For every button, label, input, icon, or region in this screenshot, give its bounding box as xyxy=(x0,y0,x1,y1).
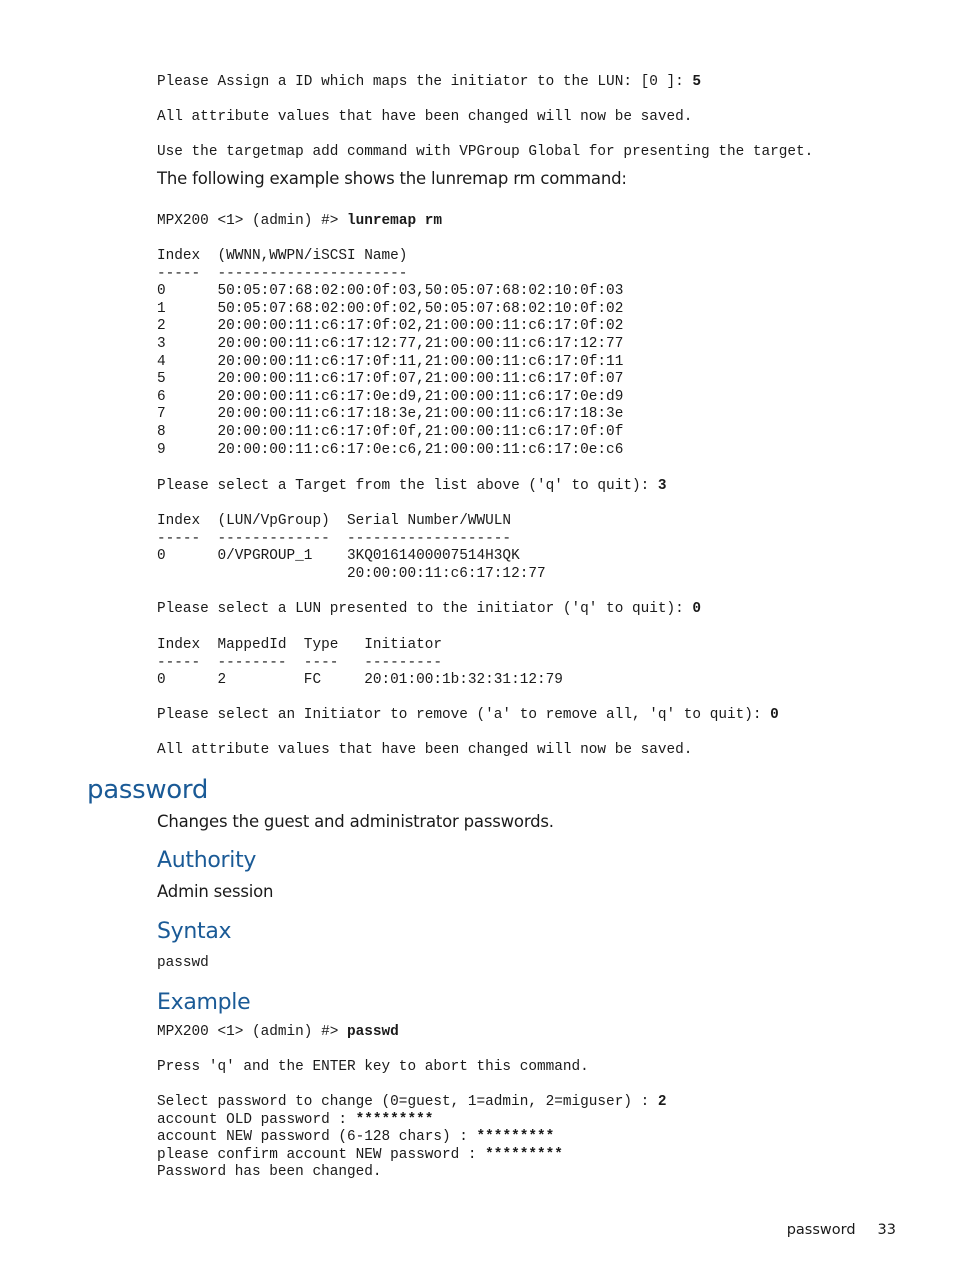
example-heading: Example xyxy=(157,990,251,1015)
passwd-command-line: MPX200 <1> (admin) #> passwd xyxy=(157,1024,399,1040)
saved-message: All attribute values that have been changed will now be saved. xyxy=(157,109,693,125)
initiator-list-table: Index MappedId Type Initiator ----- -------- ---- --------- 0 2 FC 20:01:00:1b:32:31:12:79 xyxy=(157,637,563,689)
lun-select-prompt: Please select a LUN presented to the initiator ('q' to quit): 0 xyxy=(157,601,702,617)
password-dialog: Select password to change (0=guest, 1=admin, 2=miguser) : 2 account OLD password : ********* account NEW password (6-128 chars) : ********* please confirm account NEW password : ********* Password has been changed. xyxy=(157,1094,667,1181)
lun-list-table: Index (LUN/VpGroup) Serial Number/WWULN ----- ------------- ------------------- 0 0/VPGROUP_1 3KQ0161400007514H3QK 20:00:00:11:c6:17:12:77 xyxy=(157,513,546,582)
password-description: Changes the guest and administrator passwords. xyxy=(157,812,554,831)
saved-message-2: All attribute values that have been changed will now be saved. xyxy=(157,742,693,758)
lunremap-command-line: MPX200 <1> (admin) #> lunremap rm xyxy=(157,213,442,229)
syntax-text: passwd xyxy=(157,955,209,971)
authority-text: Admin session xyxy=(157,882,274,901)
target-list-table: Index (WWNN,WWPN/iSCSI Name) ----- ---------------------- 0 50:05:07:68:02:00:0f:03,50:05:07:68:02:10:0f:03 1 50:05:07:68:02:00:0f:02,50:05:07:68:02:10:0f:02 2 20:00:00:11:c6:17:0f:02,21:00:00:11:c6:17:0f:02 3 20:00:00:11:c6:17:12:77,21:00:00:11:c6:17:12:77 4 20:00:00:11:c6:17:0f:11,21:00:00:11:c6:17:0f:11 5 20:00:00:11:c6:17:0f:07,21:00:00:11:c6:17:0f:07 6 20:00:00:11:c6:17:0e:d9,21:00:00:11:c6:17:0e:d9 7 20:00:00:11:c6:17:18:3e,21:00:00:11:c6:17:18:3e 8 20:00:00:11:c6:17:0f:0f,21:00:00:11:c6:17:0f:0f 9 20:00:00:11:c6:17:0e:c6,21:00:00:11:c6:17:0e:c6 xyxy=(157,248,624,458)
authority-heading: Authority xyxy=(157,848,257,873)
abort-message: Press 'q' and the ENTER key to abort this command. xyxy=(157,1059,589,1075)
password-heading: password xyxy=(87,775,209,805)
footer-page-number: 33 xyxy=(877,1222,896,1238)
initiator-select-prompt: Please select an Initiator to remove ('a' to remove all, 'q' to quit): 0 xyxy=(157,707,779,723)
page-footer xyxy=(787,1222,896,1238)
target-select-prompt: Please select a Target from the list above ('q' to quit): 3 xyxy=(157,478,667,494)
lunremap-intro: The following example shows the lunremap rm command: xyxy=(157,169,627,188)
footer-section-name: password xyxy=(786,1222,856,1238)
targetmap-message: Use the targetmap add command with VPGroup Global for presenting the target. xyxy=(157,144,814,160)
assign-id-line: Please Assign a ID which maps the initiator to the LUN: [0 ]: 5 xyxy=(157,74,702,90)
syntax-heading: Syntax xyxy=(157,919,232,944)
